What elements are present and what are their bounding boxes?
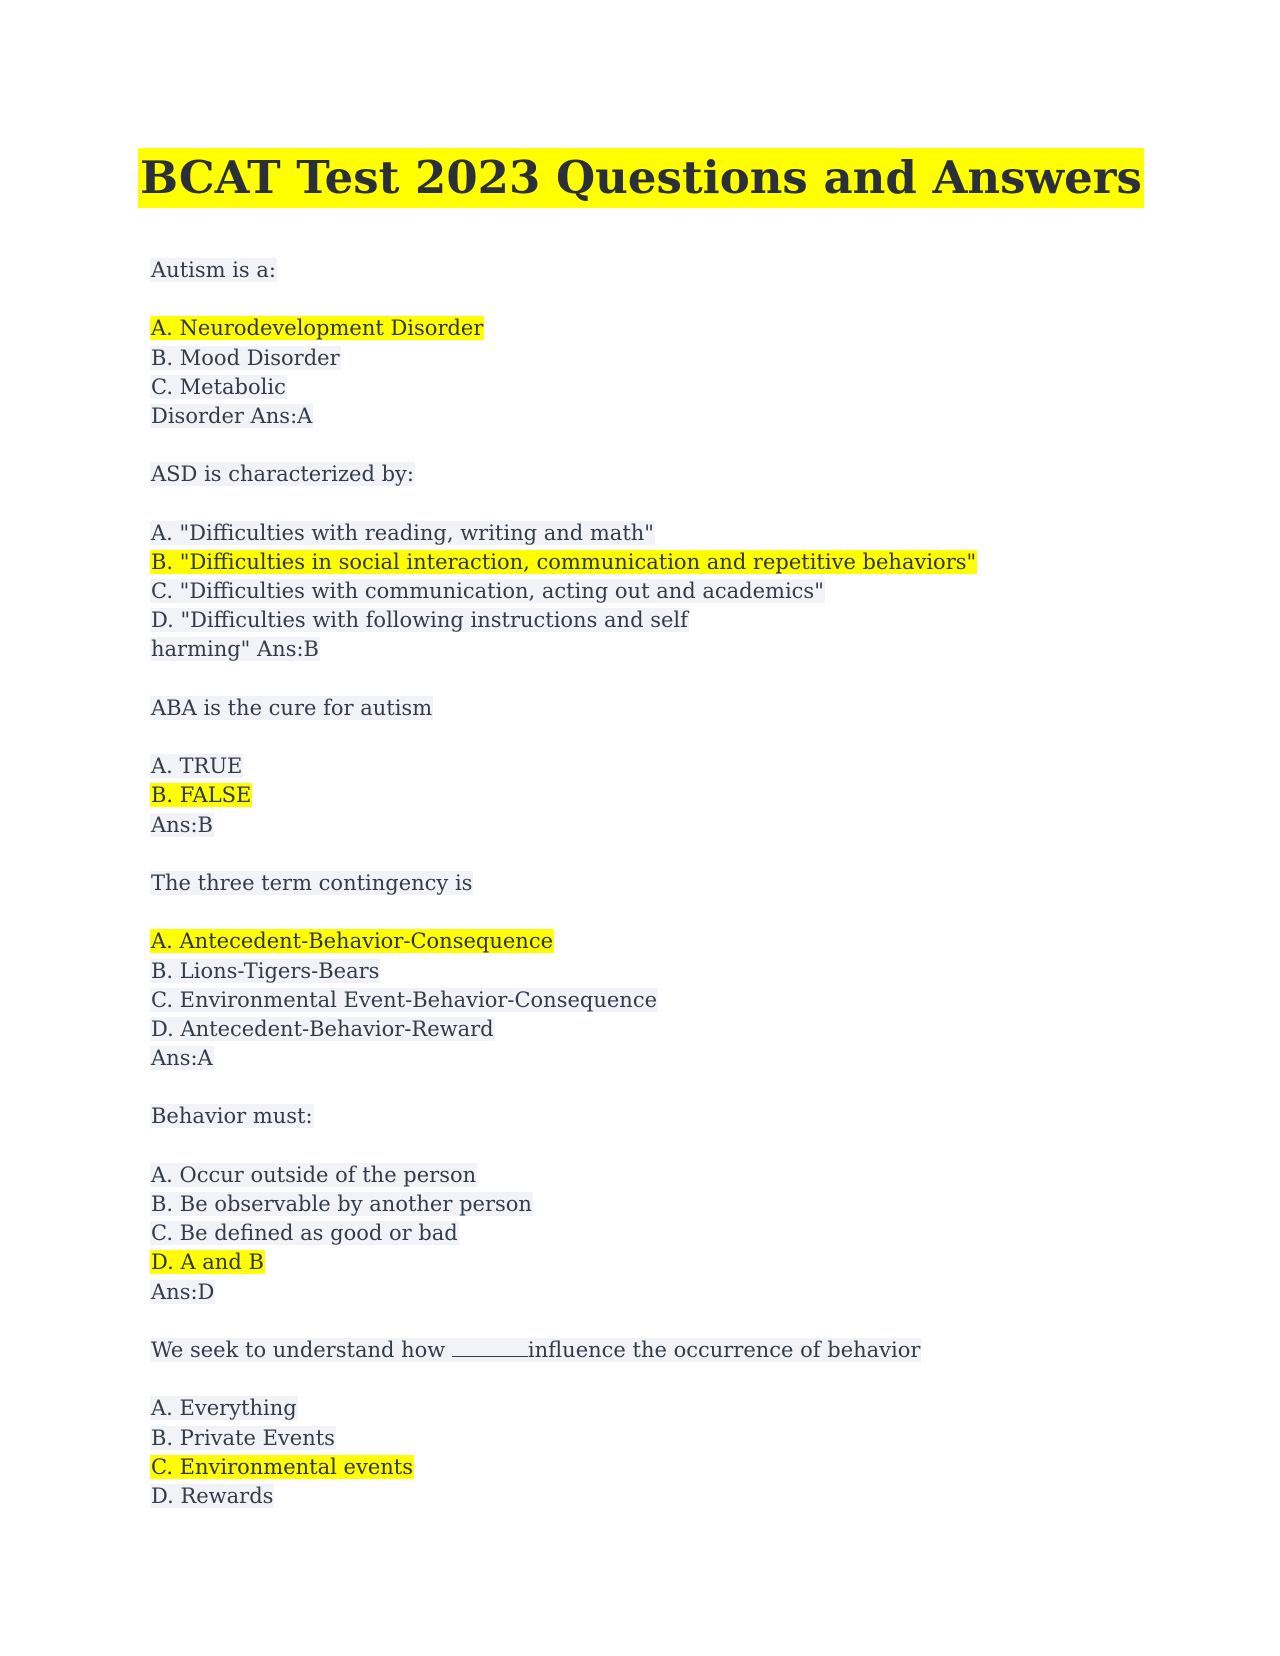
question-prompt: ASD is characterized by: — [151, 462, 414, 487]
question-block-6 — [150, 1336, 1190, 1511]
answer-key: Disorder Ans:A — [151, 403, 313, 428]
question-prompt: Behavior must: — [151, 1104, 313, 1129]
answer-option: A. "Difficulties with reading, writing and math" — [151, 520, 654, 545]
answer-option: A. Occur outside of the person — [151, 1162, 477, 1187]
answer-option: B. Lions-Tigers-Bears — [151, 958, 380, 983]
question-block-1 — [150, 256, 1190, 431]
answer-key: Ans:D — [151, 1279, 215, 1304]
answer-key: harming" Ans:B — [151, 637, 319, 662]
question-prompt — [150, 1336, 1190, 1365]
question-prompt: ABA is the cure for autism — [151, 695, 433, 720]
answer-option: B. Private Events — [151, 1425, 335, 1450]
answer-option: B. FALSE — [151, 783, 252, 808]
answer-option: C. Environmental events — [151, 1454, 413, 1479]
answer-option: C. Be defined as good or bad — [151, 1221, 458, 1246]
question-prompt: The three term contingency is — [151, 870, 473, 895]
question-block-4 — [150, 869, 1190, 1073]
answer-option: C. Metabolic — [151, 374, 286, 399]
answer-key: Ans:A — [151, 1046, 213, 1071]
answer-option: C. "Difficulties with communication, acting out and academics" — [151, 579, 824, 604]
answer-option: A. Antecedent-Behavior-Consequence — [151, 929, 554, 954]
answer-option: D. Antecedent-Behavior-Reward — [151, 1016, 494, 1041]
fill-in-blank — [452, 1338, 528, 1357]
question-block-2 — [150, 460, 1190, 664]
prompt-text-before-blank: We seek to understand how — [151, 1337, 452, 1362]
document-title: BCAT Test 2023 Questions and Answers — [138, 148, 1144, 208]
answer-option: A. TRUE — [151, 754, 243, 779]
answer-key: Ans:B — [151, 812, 213, 837]
answer-option: D. Rewards — [151, 1483, 274, 1508]
answer-option: D. A and B — [151, 1250, 264, 1275]
question-block-5 — [150, 1102, 1190, 1306]
answer-option: C. Environmental Event-Behavior-Consequence — [151, 987, 658, 1012]
prompt-text-after-blank: influence the occurrence of behavior — [527, 1337, 921, 1362]
question-prompt: Autism is a: — [151, 258, 276, 282]
answer-option: B. "Difficulties in social interaction, communication and repetitive behaviors" — [151, 549, 977, 574]
question-list — [150, 256, 1190, 1511]
answer-option: A. Everything — [151, 1396, 297, 1421]
answer-option: B. Be observable by another person — [151, 1192, 532, 1216]
answer-option: B. Mood Disorder — [151, 345, 340, 370]
answer-option: D. "Difficulties with following instructions and self — [151, 608, 688, 633]
question-block-3 — [150, 694, 1190, 840]
answer-option: A. Neurodevelopment Disorder — [151, 316, 484, 341]
